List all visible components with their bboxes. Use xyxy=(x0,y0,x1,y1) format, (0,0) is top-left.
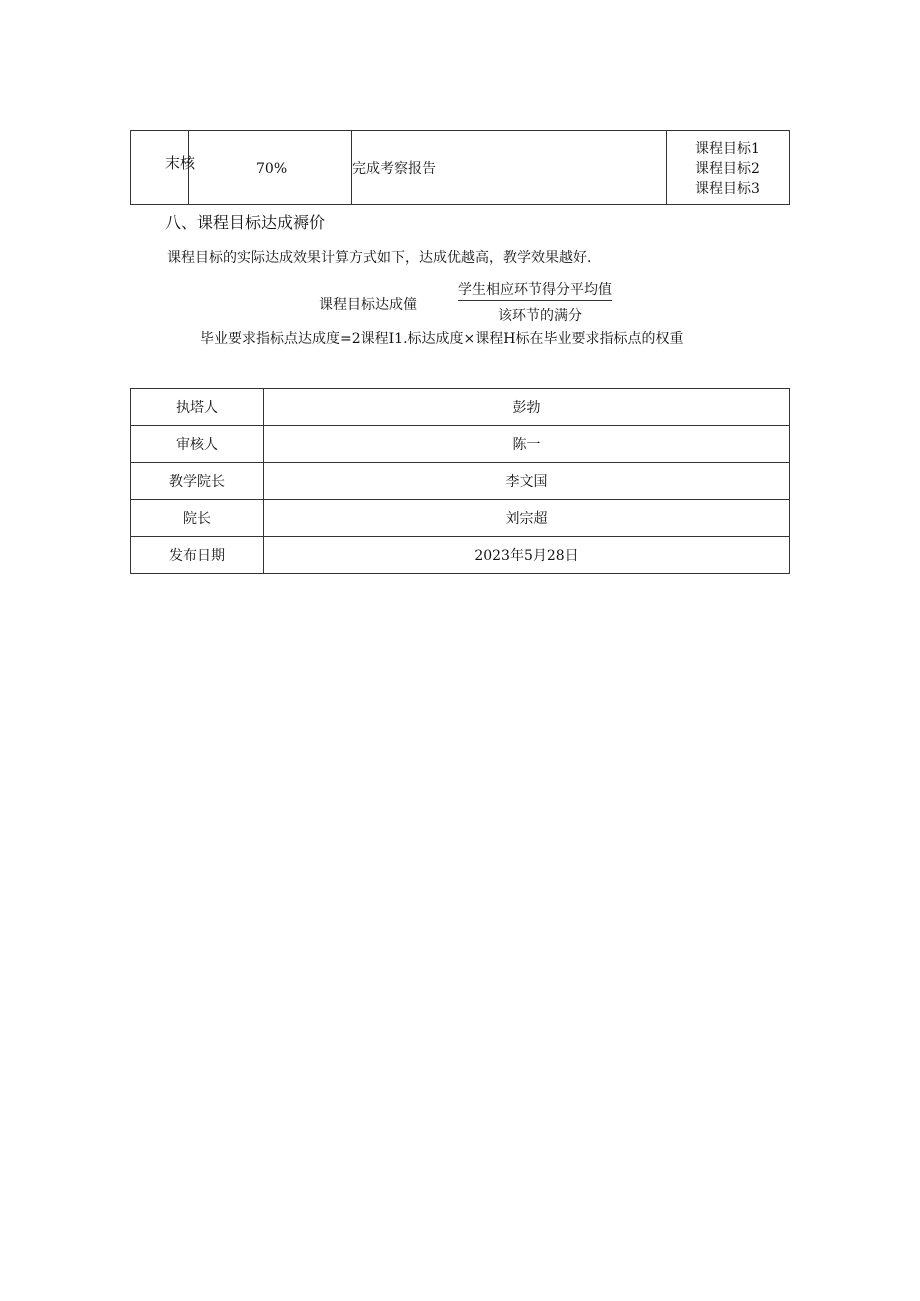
table-divider xyxy=(666,131,667,204)
row-label: 教学院长 xyxy=(131,463,264,500)
row-value: 彭勃 xyxy=(264,389,790,426)
course-goal-item: 课程目标2 xyxy=(695,161,760,177)
section-heading: 八、课程目标达成褥价 xyxy=(165,213,326,232)
assessment-category: 末核 xyxy=(165,154,196,172)
row-label: 审核人 xyxy=(131,426,264,463)
course-goal-item: 课程目标3 xyxy=(695,181,760,197)
formula-numerator: 学生相应环节得分平均值 xyxy=(458,279,612,301)
row-label: 执塔人 xyxy=(131,389,264,426)
formula-denominator: 该环节的满分 xyxy=(498,308,582,324)
assessment-table xyxy=(130,130,790,205)
section-paragraph: 课程目标的实际达成效果计算方式如下，达成优越高，教学效果越好. xyxy=(167,250,592,266)
row-label: 发布日期 xyxy=(131,537,264,574)
table-row xyxy=(131,537,790,574)
formula-graduation: 毕业要求指标点达成度=2课程I1.标达成度×课程H标在毕业要求指标点的权重 xyxy=(200,331,684,347)
row-value: 刘宗超 xyxy=(264,500,790,537)
table-row xyxy=(131,426,790,463)
table-row xyxy=(131,389,790,426)
signature-table xyxy=(130,388,790,574)
assessment-content: 完成考察报告 xyxy=(352,161,436,177)
row-value: 李文国 xyxy=(264,463,790,500)
row-value: 2023年5月28日 xyxy=(264,537,790,574)
table-row xyxy=(131,463,790,500)
course-goal-item: 课程目标1 xyxy=(695,141,760,157)
table-row xyxy=(131,500,790,537)
formula-lhs: 课程目标达成僮 xyxy=(319,297,417,313)
row-label: 院长 xyxy=(131,500,264,537)
assessment-weight: 70% xyxy=(256,161,288,177)
row-value: 陈一 xyxy=(264,426,790,463)
